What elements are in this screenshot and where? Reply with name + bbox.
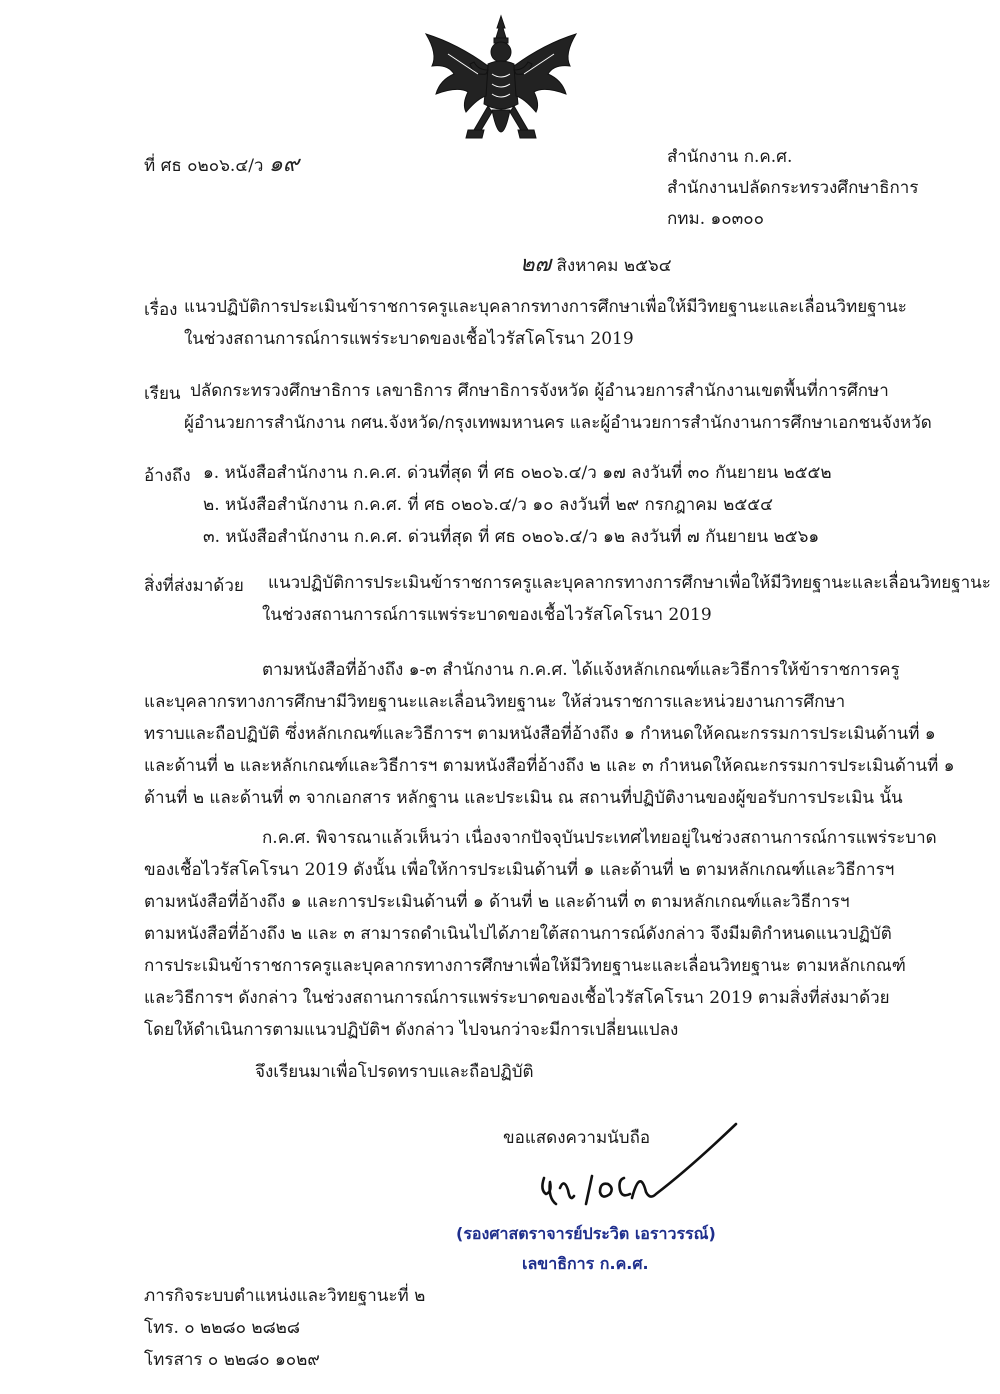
subject-label: เรื่อง: [144, 300, 178, 320]
footer-department: ภารกิจระบบตำแหน่งและวิทยฐานะที่ ๒: [144, 1286, 426, 1306]
date-day-handwritten: ๒๗: [520, 252, 552, 277]
paragraph2-line-4: ตามหนังสือที่อ้างถึง ๒ และ ๓ สามารถดำเนินไปได้ภายใต้สถานการณ์ดังกล่าว จึงมีมติกำหนดแนวปฏิบัติ: [144, 924, 892, 944]
office-line-2: สำนักงานปลัดกระทรวงศึกษาธิการ: [667, 178, 919, 198]
reference-prefix: ที่ ศธ ๐๒๐๖.๔/ว: [144, 156, 264, 176]
paragraph2-line-3: ตามหนังสือที่อ้างถึง ๑ และการประเมินด้านที่ ๑ ด้านที่ ๒ และด้านที่ ๓ ตามหลักเกณฑ์และวิธีการฯ: [144, 892, 850, 912]
references-label: อ้างถึง: [144, 466, 191, 486]
footer-fax: โทรสาร ๐ ๒๒๘๐ ๑๐๒๙: [144, 1350, 320, 1370]
letter-date: [520, 254, 672, 277]
enclosure-line-1: แนวปฏิบัติการประเมินข้าราชการครูและบุคลากรทางการศึกษาเพื่อให้มีวิทยฐานะและเลื่อนวิทยฐานะ: [268, 573, 991, 593]
recipient-line-1: ปลัดกระทรวงศึกษาธิการ เลขาธิการ ศึกษาธิการจังหวัด ผู้อำนวยการสำนักงานเขตพื้นที่การศึกษา: [190, 381, 889, 401]
office-line-1: สำนักงาน ก.ค.ศ.: [667, 147, 793, 167]
reference-item-2: ๒. หนังสือสำนักงาน ก.ค.ศ. ที่ ศธ ๐๒๐๖.๔/ว ๑๐ ลงวันที่ ๒๙ กรกฎาคม ๒๕๕๔: [203, 495, 773, 515]
closing-line: จึงเรียนมาเพื่อโปรดทราบและถือปฏิบัติ: [255, 1062, 534, 1082]
paragraph2-line-2: ของเชื้อไวรัสโคโรนา 2019 ดังนั้น เพื่อให้การประเมินด้านที่ ๑ และด้านที่ ๒ ตามหลักเกณฑ์และวิธีการฯ: [144, 860, 895, 880]
subject-line-2: ในช่วงสถานการณ์การแพร่ระบาดของเชื้อไวรัสโคโรนา 2019: [184, 329, 634, 349]
reference-item-3: ๓. หนังสือสำนักงาน ก.ค.ศ. ด่วนที่สุด ที่ ศธ ๐๒๐๖.๔/ว ๑๒ ลงวันที่ ๗ กันยายน ๒๕๖๑: [203, 527, 820, 547]
date-month-year: สิงหาคม ๒๕๖๔: [556, 256, 672, 276]
paragraph2-line-5: การประเมินข้าราชการครูและบุคลากรทางการศึกษาเพื่อให้มีวิทยฐานะและเลื่อนวิทยฐานะ ตามหลักเกณฑ์: [144, 956, 906, 976]
signatory-position: เลขาธิการ ก.ค.ศ.: [522, 1254, 649, 1273]
recipient-label: เรียน: [144, 384, 181, 404]
paragraph1-line-4: และด้านที่ ๒ และหลักเกณฑ์และวิธีการฯ ตามหนังสือที่อ้างถึง ๒ และ ๓ กำหนดให้คณะกรรมการประเมินด้านที่ ๑: [144, 756, 955, 776]
paragraph2-line-6: และวิธีการฯ ดังกล่าว ในช่วงสถานการณ์การแพร่ระบาดของเชื้อไวรัสโคโรนา 2019 ตามสิ่งที่ส่งมาด้วย: [144, 988, 890, 1008]
recipient-line-2: ผู้อำนวยการสำนักงาน กศน.จังหวัด/กรุงเทพมหานคร และผู้อำนวยการสำนักงานการศึกษาเอกชนจังหวัด: [184, 413, 932, 433]
salutation: ขอแสดงความนับถือ: [503, 1128, 651, 1148]
paragraph2-line-1: ก.ค.ศ. พิจารณาแล้วเห็นว่า เนื่องจากปัจจุบันประเทศไทยอยู่ในช่วงสถานการณ์การแพร่ระบาด: [262, 828, 937, 848]
paragraph1-line-2: และบุคลากรทางการศึกษามีวิทยฐานะและเลื่อนวิทยฐานะ ให้ส่วนราชการและหน่วยงานการศึกษา: [144, 692, 846, 712]
paragraph2-line-7: โดยให้ดำเนินการตามแนวปฏิบัติฯ ดังกล่าว ไปจนกว่าจะมีการเปลี่ยนแปลง: [144, 1020, 679, 1040]
footer-phone: โทร. ๐ ๒๒๘๐ ๒๘๒๘: [144, 1318, 301, 1338]
signatory-name: (รองศาสตราจารย์ประวิต เอราวรรณ์): [456, 1224, 716, 1243]
enclosure-line-2: ในช่วงสถานการณ์การแพร่ระบาดของเชื้อไวรัสโคโรนา 2019: [262, 605, 712, 625]
reference-number-handwritten: ๑๙: [268, 152, 299, 177]
reference-item-1: ๑. หนังสือสำนักงาน ก.ค.ศ. ด่วนที่สุด ที่ ศธ ๐๒๐๖.๔/ว ๑๗ ลงวันที่ ๓๐ กันยายน ๒๕๕๒: [203, 463, 832, 483]
enclosure-label: สิ่งที่ส่งมาด้วย: [144, 576, 244, 596]
handwritten-signature: [500, 1118, 750, 1218]
document-reference: [144, 154, 299, 177]
paragraph1-line-5: ด้านที่ ๒ และด้านที่ ๓ จากเอกสาร หลักฐาน และประเมิน ณ สถานที่ปฏิบัติงานของผู้ขอรับการประเมิน นั้น: [144, 788, 903, 808]
office-line-3: กทม. ๑๐๓๐๐: [667, 209, 765, 229]
paragraph1-line-3: ทราบและถือปฏิบัติ ซึ่งหลักเกณฑ์และวิธีการฯ ตามหนังสือที่อ้างถึง ๑ กำหนดให้คณะกรรมการประเมินด้านที่ ๑: [144, 724, 936, 744]
paragraph1-line-1: ตามหนังสือที่อ้างถึง ๑-๓ สำนักงาน ก.ค.ศ. ได้แจ้งหลักเกณฑ์และวิธีการให้ข้าราชการครู: [262, 660, 900, 680]
subject-line-1: แนวปฏิบัติการประเมินข้าราชการครูและบุคลากรทางการศึกษาเพื่อให้มีวิทยฐานะและเลื่อนวิทยฐานะ: [184, 297, 907, 317]
garuda-emblem-icon: [418, 14, 584, 158]
